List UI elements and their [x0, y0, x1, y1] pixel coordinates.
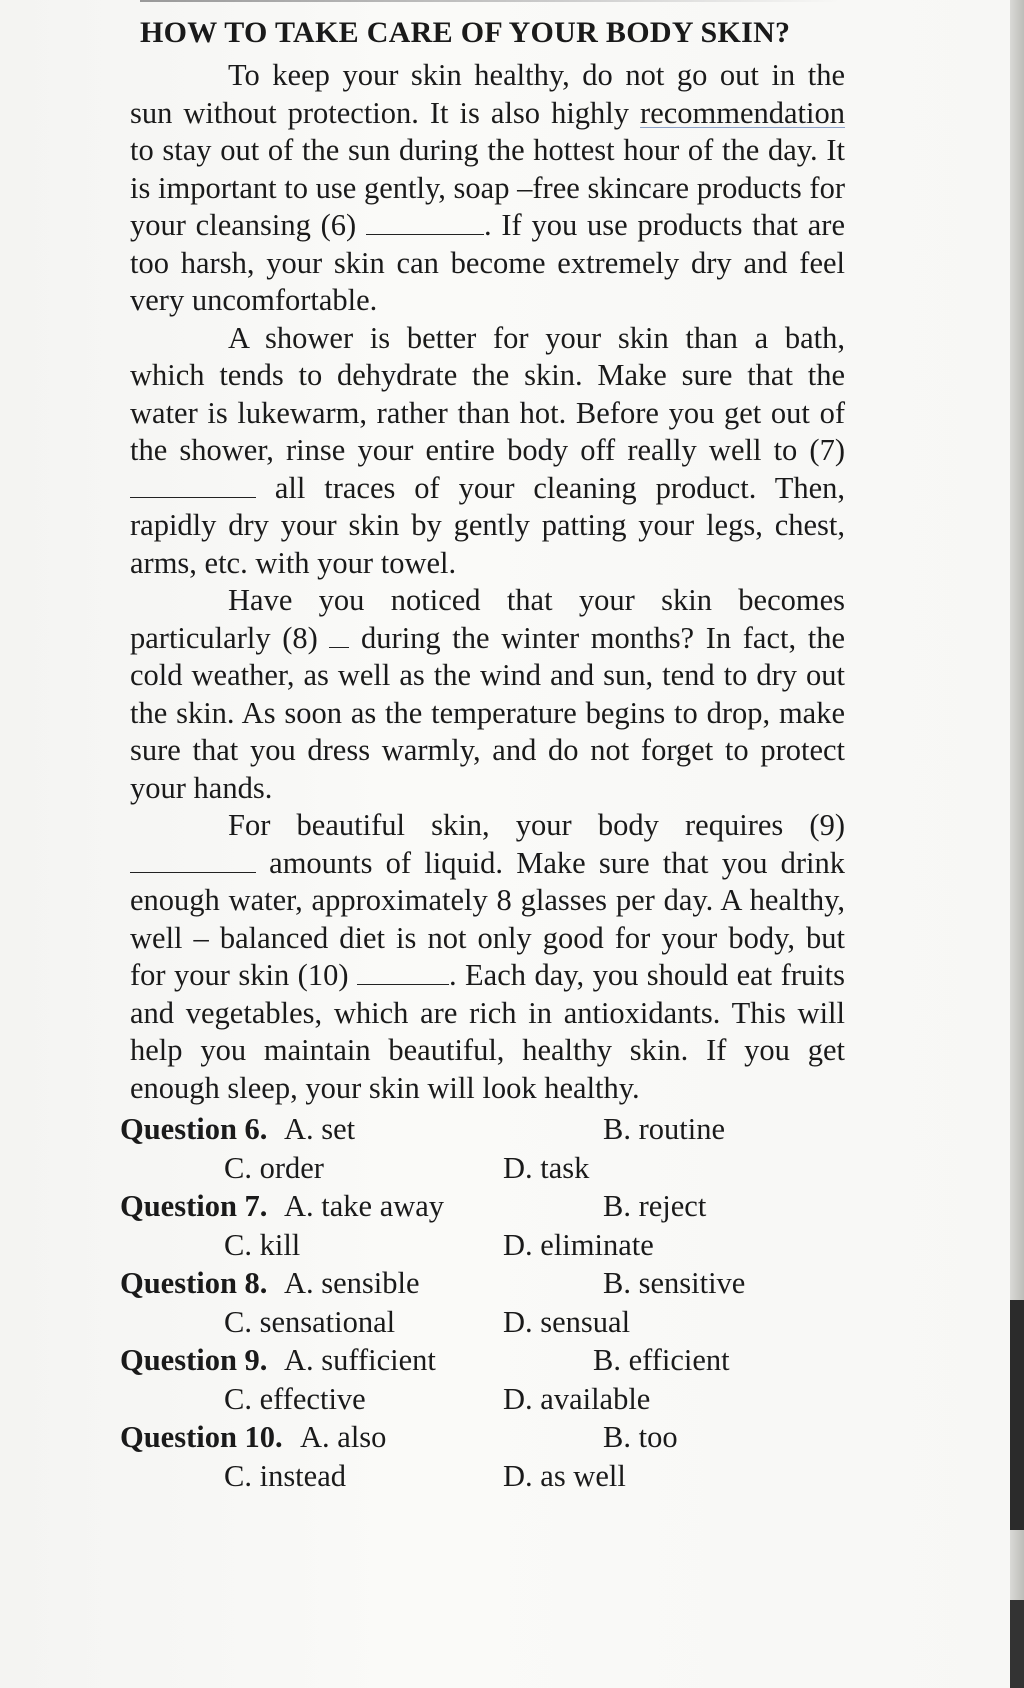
question-8-label: Question 8. — [120, 1266, 268, 1300]
top-edge-line — [140, 0, 840, 2]
page-edge-shadow — [1010, 0, 1024, 1688]
paragraph-3 — [130, 582, 845, 807]
question-10-option-a: A. also — [300, 1420, 387, 1454]
question-6-option-b: B. routine — [603, 1112, 725, 1146]
question-6-option-d: D. task — [503, 1150, 590, 1185]
edge-dark-strip — [1010, 1300, 1024, 1530]
blank-8 — [329, 621, 349, 648]
question-6-label: Question 6. — [120, 1112, 268, 1146]
blank-9 — [130, 846, 256, 873]
question-6-row-ab — [120, 1111, 845, 1150]
question-7-label: Question 7. — [120, 1189, 268, 1223]
p2-text-b: all traces of your cleaning product. Then, rapidly dry your skin by gently patting your legs, chest, arms, etc. with your towel. — [130, 470, 845, 580]
blank-6 — [366, 208, 484, 235]
question-8-option-c: C. sensational — [224, 1304, 396, 1339]
edge-dark-strip-bottom — [1010, 1600, 1024, 1688]
question-7-option-a: A. take away — [284, 1189, 445, 1223]
question-7-row-ab — [120, 1188, 845, 1227]
page-title: HOW TO TAKE CARE OF YOUR BODY SKIN? — [140, 16, 791, 49]
question-9-option-d: D. available — [503, 1381, 651, 1416]
question-10-row-cd — [130, 1458, 845, 1497]
question-9-option-a: A. sufficient — [284, 1343, 436, 1377]
paragraph-2 — [130, 320, 845, 583]
paragraph-1 — [130, 57, 845, 320]
question-10-option-c: C. instead — [224, 1458, 346, 1493]
p3-text-b: during the winter months? In fact, the cold weather, as well as the wind and sun, tend to dry out the skin. As soon as the temperature begins to drop, make sure that you dress warmly, and do not forget to protect your hands. — [130, 620, 845, 805]
question-8-option-d: D. sensual — [503, 1304, 631, 1339]
question-10-option-d: D. as well — [503, 1458, 626, 1493]
p4-text-b: amounts of liquid. Make sure that you drink enough water, approximately 8 glasses per day. A healthy, well – balanced diet is not only good for your body, but for your skin (10) — [130, 845, 845, 992]
question-9-option-b: B. efficient — [593, 1343, 730, 1377]
underlined-word: recommendation — [640, 95, 845, 130]
p4-text-a: For beautiful skin, your body requires (9) — [228, 808, 845, 842]
question-list — [120, 1111, 845, 1496]
question-9-label: Question 9. — [120, 1343, 268, 1377]
question-9-option-c: C. effective — [224, 1381, 366, 1416]
question-10-row-ab — [120, 1419, 845, 1458]
blank-10 — [357, 958, 449, 985]
p1-text-a: To keep your skin healthy, do not go out in the sun without protection. It is also highly — [130, 58, 845, 130]
question-8-option-b: B. sensitive — [603, 1266, 746, 1300]
question-7-option-b: B. reject — [603, 1189, 707, 1223]
question-6-option-a: A. set — [284, 1112, 356, 1146]
question-7-option-c: C. kill — [224, 1227, 301, 1262]
document-content — [120, 14, 845, 1496]
question-10-label: Question 10. — [120, 1420, 283, 1454]
question-10-option-b: B. too — [603, 1420, 678, 1454]
question-6-option-c: C. order — [224, 1150, 324, 1185]
blank-7 — [130, 471, 256, 498]
question-7-option-d: D. eliminate — [503, 1227, 654, 1262]
p1-text-c: . If you use products that are too harsh, your skin can become extremely dry and feel very uncomfortable. — [130, 208, 845, 317]
question-7-row-cd — [130, 1227, 845, 1266]
question-8-row-cd — [130, 1304, 845, 1343]
p4-text-c: . Each day, you should eat fruits and vegetables, which are rich in antioxidants. This will help you maintain beautiful, healthy skin. If you get enough sleep, your skin will look healthy. — [130, 958, 845, 1105]
question-9-row-cd — [130, 1381, 845, 1420]
p3-text-a: Have you noticed that your skin becomes particularly (8) — [130, 583, 845, 655]
question-8-row-ab — [120, 1265, 845, 1304]
paragraph-4 — [130, 807, 845, 1107]
p2-text-a: A shower is better for your skin than a bath, which tends to dehydrate the skin. Make sure that the water is lukewarm, rather than hot. Before you get out of the shower, rinse your entire body off really well to (7) — [130, 320, 845, 467]
question-8-option-a: A. sensible — [284, 1266, 420, 1300]
question-6-row-cd — [130, 1150, 845, 1189]
question-9-row-ab — [120, 1342, 845, 1381]
p1-text-b: to stay out of the sun during the hottest hour of the day. It is important to use gently, soap –free skincare products for your cleansing (6) — [130, 133, 845, 242]
